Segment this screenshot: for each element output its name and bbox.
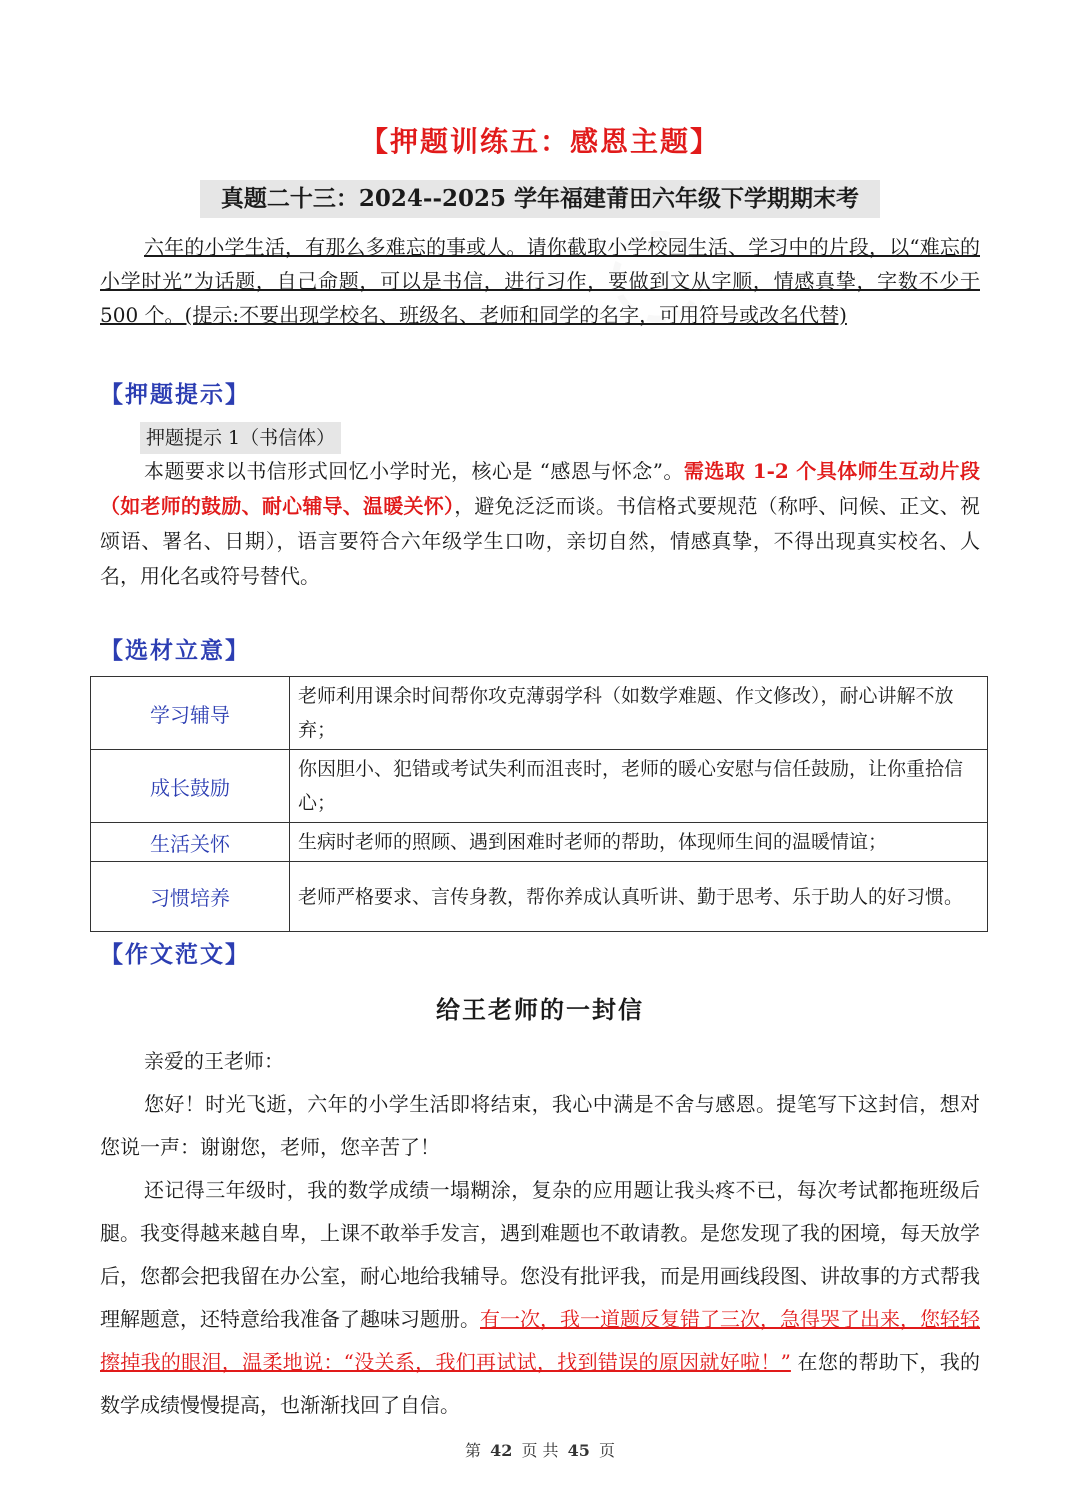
table-row — [91, 750, 988, 823]
hint-label: 押题提示 1（书信体） — [140, 422, 341, 454]
footer-middle: 页 共 — [521, 1441, 559, 1460]
table-row — [91, 677, 988, 750]
table-row — [91, 862, 988, 932]
essay-greeting: 亲爱的王老师： — [144, 1049, 284, 1073]
main-title: 【押题训练五：感恩主题】 — [359, 125, 720, 158]
essay-paragraph-2 — [100, 1169, 980, 1427]
essay-paragraph-2-a: 还记得三年级时，我的数学成绩一塌糊涂，复杂的应用题让我头疼不已，每次考试都拖班级后腿。我变得越来越自卑，上课不敢举手发言，遇到难题也不敢请教。是您发现了我的困境，每天放学后，您都会把我留在办公室，耐心地给我辅导。您没有批评我，而是用画线段图、讲故事的方式帮我理解题意，还特意给我准备了趣味习题册。 — [100, 1178, 980, 1331]
watermark: ◌ — [567, 182, 738, 357]
section-hint-heading: 【押题提示】 — [100, 381, 250, 408]
hint-body-part3: ，避免泛泛而谈。书信格式要规范（称呼、问候、正文、祝颂语、署名、日期），语言要符合六年级学生口吻，亲切自然，情感真挚，不得出现真实校名、人名，用化名或符号替代。 — [100, 494, 981, 588]
footer-total-pages: 45 — [567, 1441, 590, 1460]
section-material-heading: 【选材立意】 — [100, 637, 250, 664]
essay-paragraph-1: 您好！时光飞逝，六年的小学生活即将结束，我心中满是不舍与感恩。提笔写下这封信，想对您说一声：谢谢您，老师，您辛苦了！ — [100, 1092, 980, 1159]
section-essay-heading: 【作文范文】 — [100, 941, 250, 968]
table-category: 生活关怀 — [91, 823, 290, 862]
page-footer — [0, 1438, 1080, 1461]
essay-title: 给王老师的一封信 — [436, 995, 644, 1024]
essay-paragraph-2-b: 在您的帮助下，我的数学成绩慢慢提高，也渐渐找回了自信。 — [100, 1350, 981, 1417]
table-description: 你因胆小、犯错或考试失利而沮丧时，老师的暖心安慰与信任鼓励，让你重拾信心； — [290, 750, 988, 823]
footer-current-page: 42 — [490, 1441, 513, 1460]
hint-body-part1: 本题要求以书信形式回忆小学时光，核心是 “感恩与怀念”。 — [144, 459, 684, 483]
table-description: 生病时老师的照顾、遇到困难时老师的帮助，体现师生间的温暖情谊； — [290, 823, 988, 862]
table-description: 老师利用课余时间帮你攻克薄弱学科（如数学难题、作文修改），耐心讲解不放弃； — [290, 677, 988, 750]
exam-title: 真题二十三：2024--2025 学年福建莆田六年级下学期期末考 — [200, 180, 880, 218]
writing-prompt: 六年的小学生活，有那么多难忘的事或人。请你截取小学校园生活、学习中的片段，以“难忘的小学时光”为话题，自己命题，可以是书信，进行习作，要做到文从字顺，情感真挚，字数不少于 500 个。(提示:不要出现学校名、班级名、老师和同学的名字，可用符号或改名代替) — [100, 235, 980, 327]
essay-highlight: 有一次，我一道题反复错了三次，急得哭了出来，您轻轻擦掉我的眼泪，温柔地说：“没关系，我们再试试，找到错误的原因就好啦！” — [100, 1307, 980, 1374]
table-category: 习惯培养 — [91, 862, 290, 932]
table-category: 成长鼓励 — [91, 750, 290, 823]
footer-prefix: 第 — [464, 1441, 481, 1460]
hint-body — [100, 454, 980, 594]
material-table — [90, 676, 988, 932]
table-row — [91, 823, 988, 862]
hint-body-highlight: 需选取 1-2 个具体师生互动片段（如老师的鼓励、耐心辅导、温暖关怀） — [100, 459, 980, 518]
table-category: 学习辅导 — [91, 677, 290, 750]
table-description: 老师严格要求、言传身教，帮你养成认真听讲、勤于思考、乐于助人的好习惯。 — [290, 862, 988, 932]
footer-suffix: 页 — [599, 1441, 616, 1460]
essay-body — [100, 1040, 980, 1427]
